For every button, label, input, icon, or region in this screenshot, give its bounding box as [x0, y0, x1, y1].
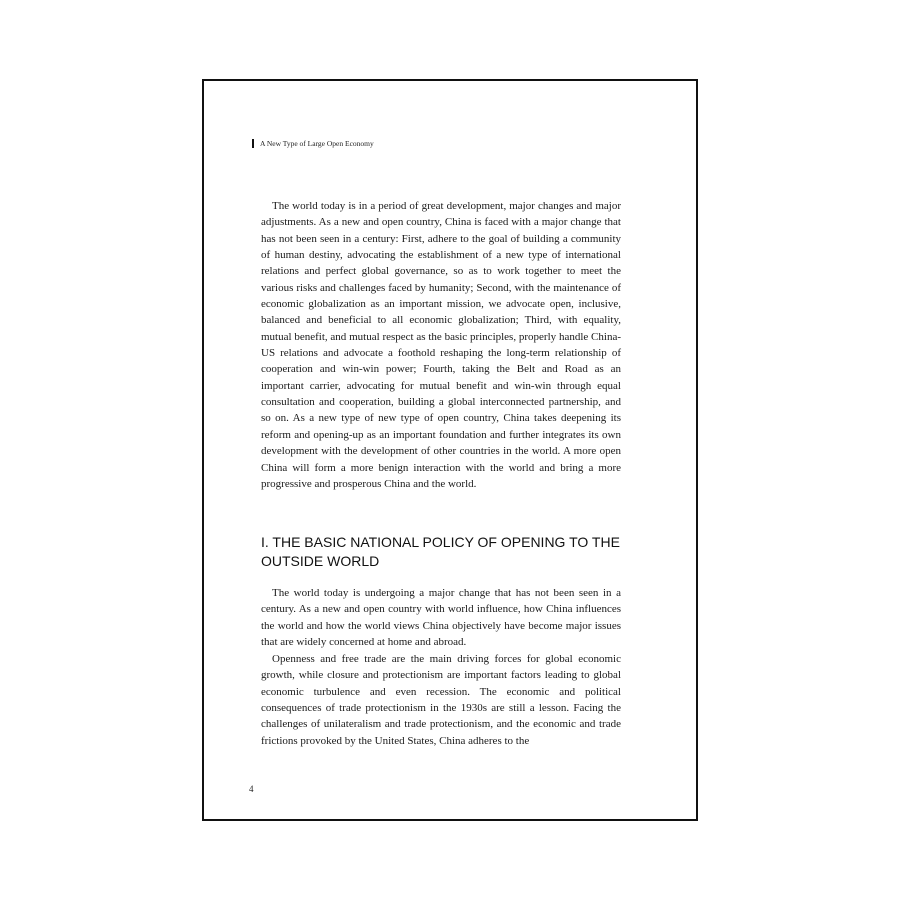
running-header-title: A New Type of Large Open Economy	[260, 139, 374, 148]
section-paragraph: The world today is undergoing a major change that has not been seen in a century. As a new and open country with world influence, how China influences the world and how the world views China objectively have become major issues that are widely concerned at home and abroad.	[261, 587, 621, 649]
book-page	[202, 79, 698, 821]
running-header	[252, 139, 374, 148]
section-heading: I. THE BASIC NATIONAL POLICY OF OPENING TO THE OUTSIDE WORLD	[261, 534, 620, 569]
page-number: 4	[249, 784, 254, 794]
section-paragraph: Openness and free trade are the main driving forces for global economic growth, while closure and protectionism are important factors leading to global economic turbulence and even recession. The economic and political consequences of trade protectionism in the 1930s are still a lesson. Facing the challenges of unilateralism and trade protectionism, and the economic and trade frictions provoked by the United States, China adheres to the	[261, 653, 621, 747]
intro-paragraph: The world today is in a period of great development, major changes and major adjustments. As a new and open country, China is faced with a major change that has not been seen in a century: First, adhere to the goal of building a community of human destiny, advocating the establishment of a new type of international relations and perfect global governance, so as to work together to meet the various risks and challenges faced by humanity; Second, with the maintenance of economic globalization as an important mission, we advocate open, inclusive, balanced and beneficial to all economic globalization; Third, with equality, mutual benefit, and mutual respect as the basic principles, properly handle China-US relations and advocate a foothold reshaping the long-term relationship of cooperation and win-win power; Fourth, taking the Belt and Road as an important carrier, advocating for mutual benefit and win-win through equal consultation and cooperation, building a global interconnected partnership, and so on. As a new type of new type of open country, China takes deepening its reform and opening-up as an important foundation and further integrates its own development with the development of other countries in the world. A more open China will form a more benign interaction with the world and bring a more progressive and prosperous China and the world.	[261, 200, 621, 490]
header-marker-bar	[252, 139, 254, 148]
